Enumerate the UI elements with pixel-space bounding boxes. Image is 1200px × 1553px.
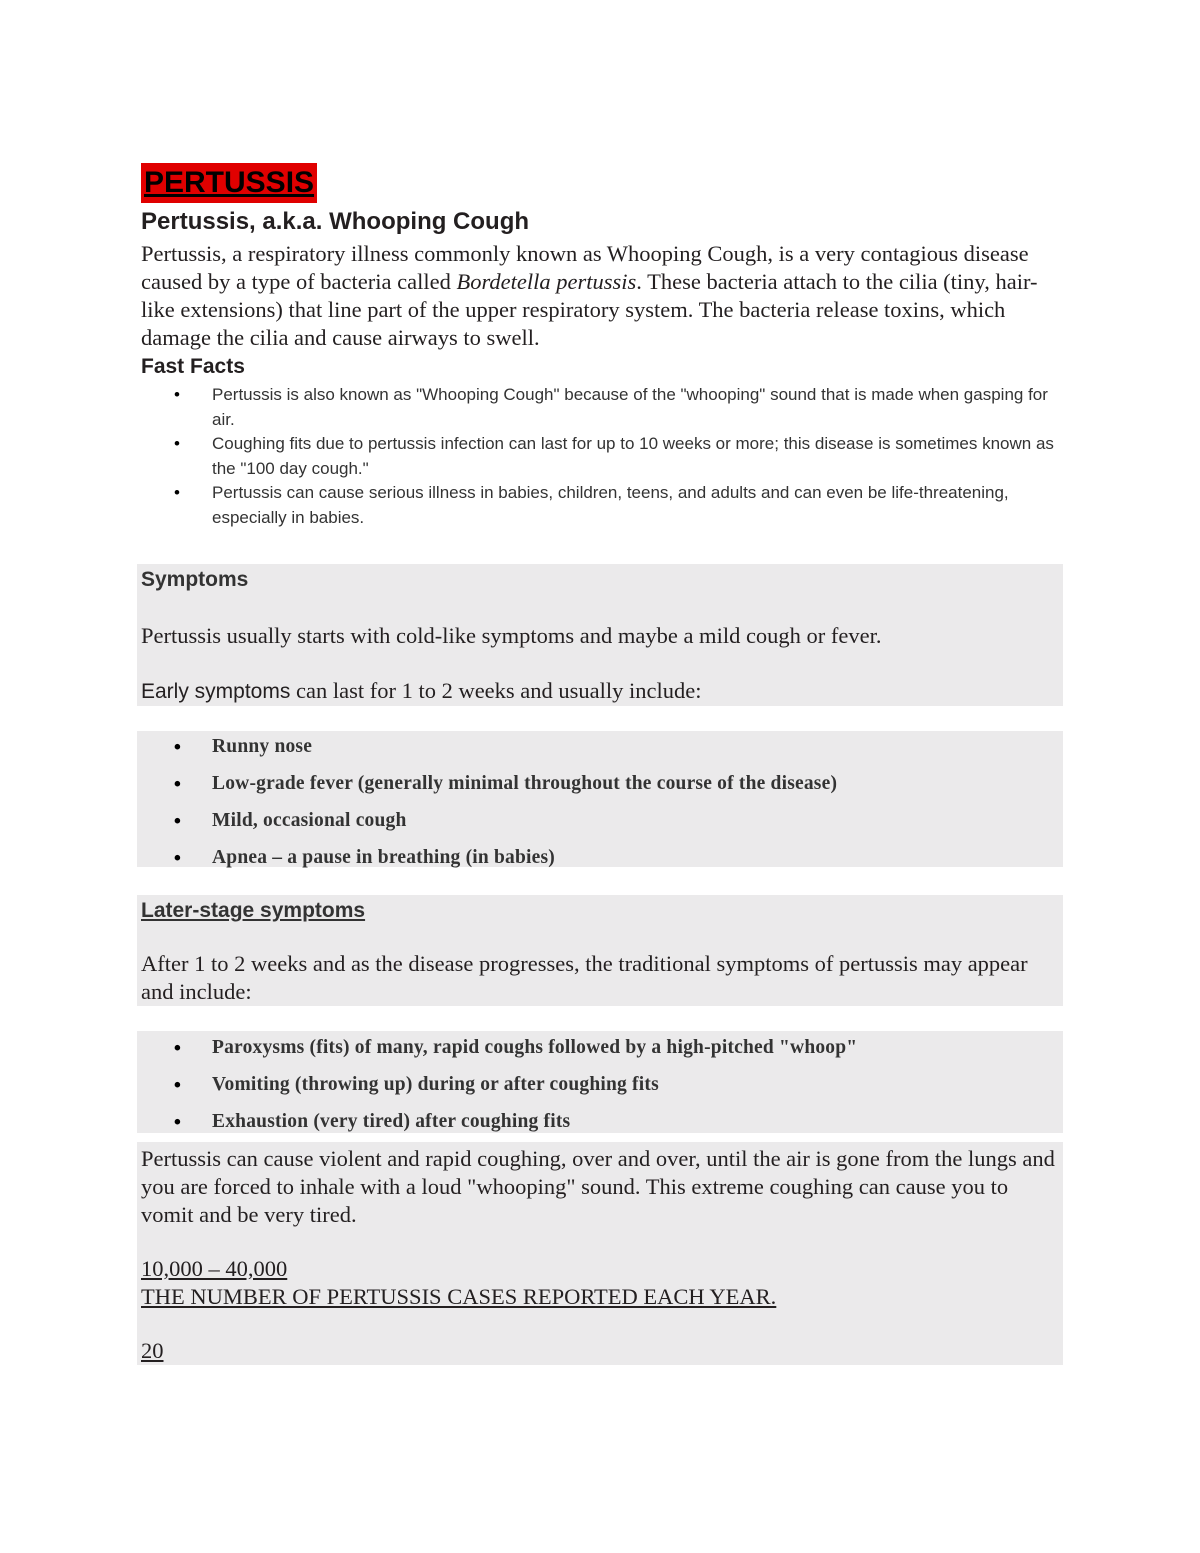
- early-symptoms-line: [141, 677, 1061, 706]
- list-item: • Coughing fits due to pertussis infection can last for up to 10 weeks or more; this disease is sometimes known as the "100 day cough.": [170, 432, 1060, 481]
- early-symptoms-rest: can last for 1 to 2 weeks and usually include:: [290, 678, 702, 703]
- early-symptoms-prefix: Early symptoms: [141, 680, 291, 703]
- list-item: • Mild, occasional cough: [170, 807, 1050, 844]
- list-item: • Apnea – a pause in breathing (in babies): [170, 844, 1050, 881]
- intro-italic-term: Bordetella pertussis: [456, 269, 637, 294]
- intro-text-1: Pertussis, a respiratory illness commonly known as Whooping Cough, is a very contagious disease caused by a type of bacteria called: [141, 241, 1029, 294]
- symptoms-heading: Symptoms: [141, 568, 249, 591]
- list-item: • Runny nose: [170, 733, 1050, 770]
- page-title: PERTUSSIS: [141, 163, 317, 203]
- fast-facts-list: [170, 383, 1060, 530]
- later-stage-intro: After 1 to 2 weeks and as the disease progresses, the traditional symptoms of pertussis may appear and include:: [141, 951, 1028, 1004]
- list-item: • Exhaustion (very tired) after coughing fits: [170, 1108, 1050, 1145]
- list-item: • Vomiting (throwing up) during or after coughing fits: [170, 1071, 1050, 1108]
- stat-range: 10,000 – 40,000: [141, 1256, 288, 1281]
- later-stage-heading: Later-stage symptoms: [141, 899, 366, 922]
- list-item: • Low-grade fever (generally minimal throughout the course of the disease): [170, 770, 1050, 807]
- fast-facts-heading: Fast Facts: [141, 355, 245, 378]
- intro-text-2: . These bacteria attach to the cilia (tiny, hair-like extensions) that line part of the upper respiratory system. The bacteria release toxins, which damage the cilia and cause airways to swell.: [141, 269, 1038, 350]
- subtitle: Pertussis, a.k.a. Whooping Cough: [141, 208, 530, 235]
- closing-paragraph: Pertussis can cause violent and rapid coughing, over and over, until the air is gone from the lungs and you are forced to inhale with a loud "whooping" sound. This extreme coughing can cause you to vomit and be very tired.: [141, 1146, 1055, 1227]
- intro-paragraph: [141, 240, 1066, 352]
- early-symptoms-list: [170, 733, 1050, 881]
- list-item: • Pertussis can cause serious illness in babies, children, teens, and adults and can even be life-threatening, especially in babies.: [170, 481, 1060, 530]
- later-symptoms-list: [170, 1034, 1050, 1145]
- list-item: • Pertussis is also known as "Whooping Cough" because of the "whooping" sound that is made when gasping for air.: [170, 383, 1060, 432]
- stat-number: 20: [141, 1338, 164, 1363]
- stat-caption: THE NUMBER OF PERTUSSIS CASES REPORTED EACH YEAR.: [141, 1284, 777, 1309]
- list-item: • Paroxysms (fits) of many, rapid coughs followed by a high-pitched "whoop": [170, 1034, 1050, 1071]
- symptoms-intro: Pertussis usually starts with cold-like symptoms and maybe a mild cough or fever.: [141, 623, 882, 648]
